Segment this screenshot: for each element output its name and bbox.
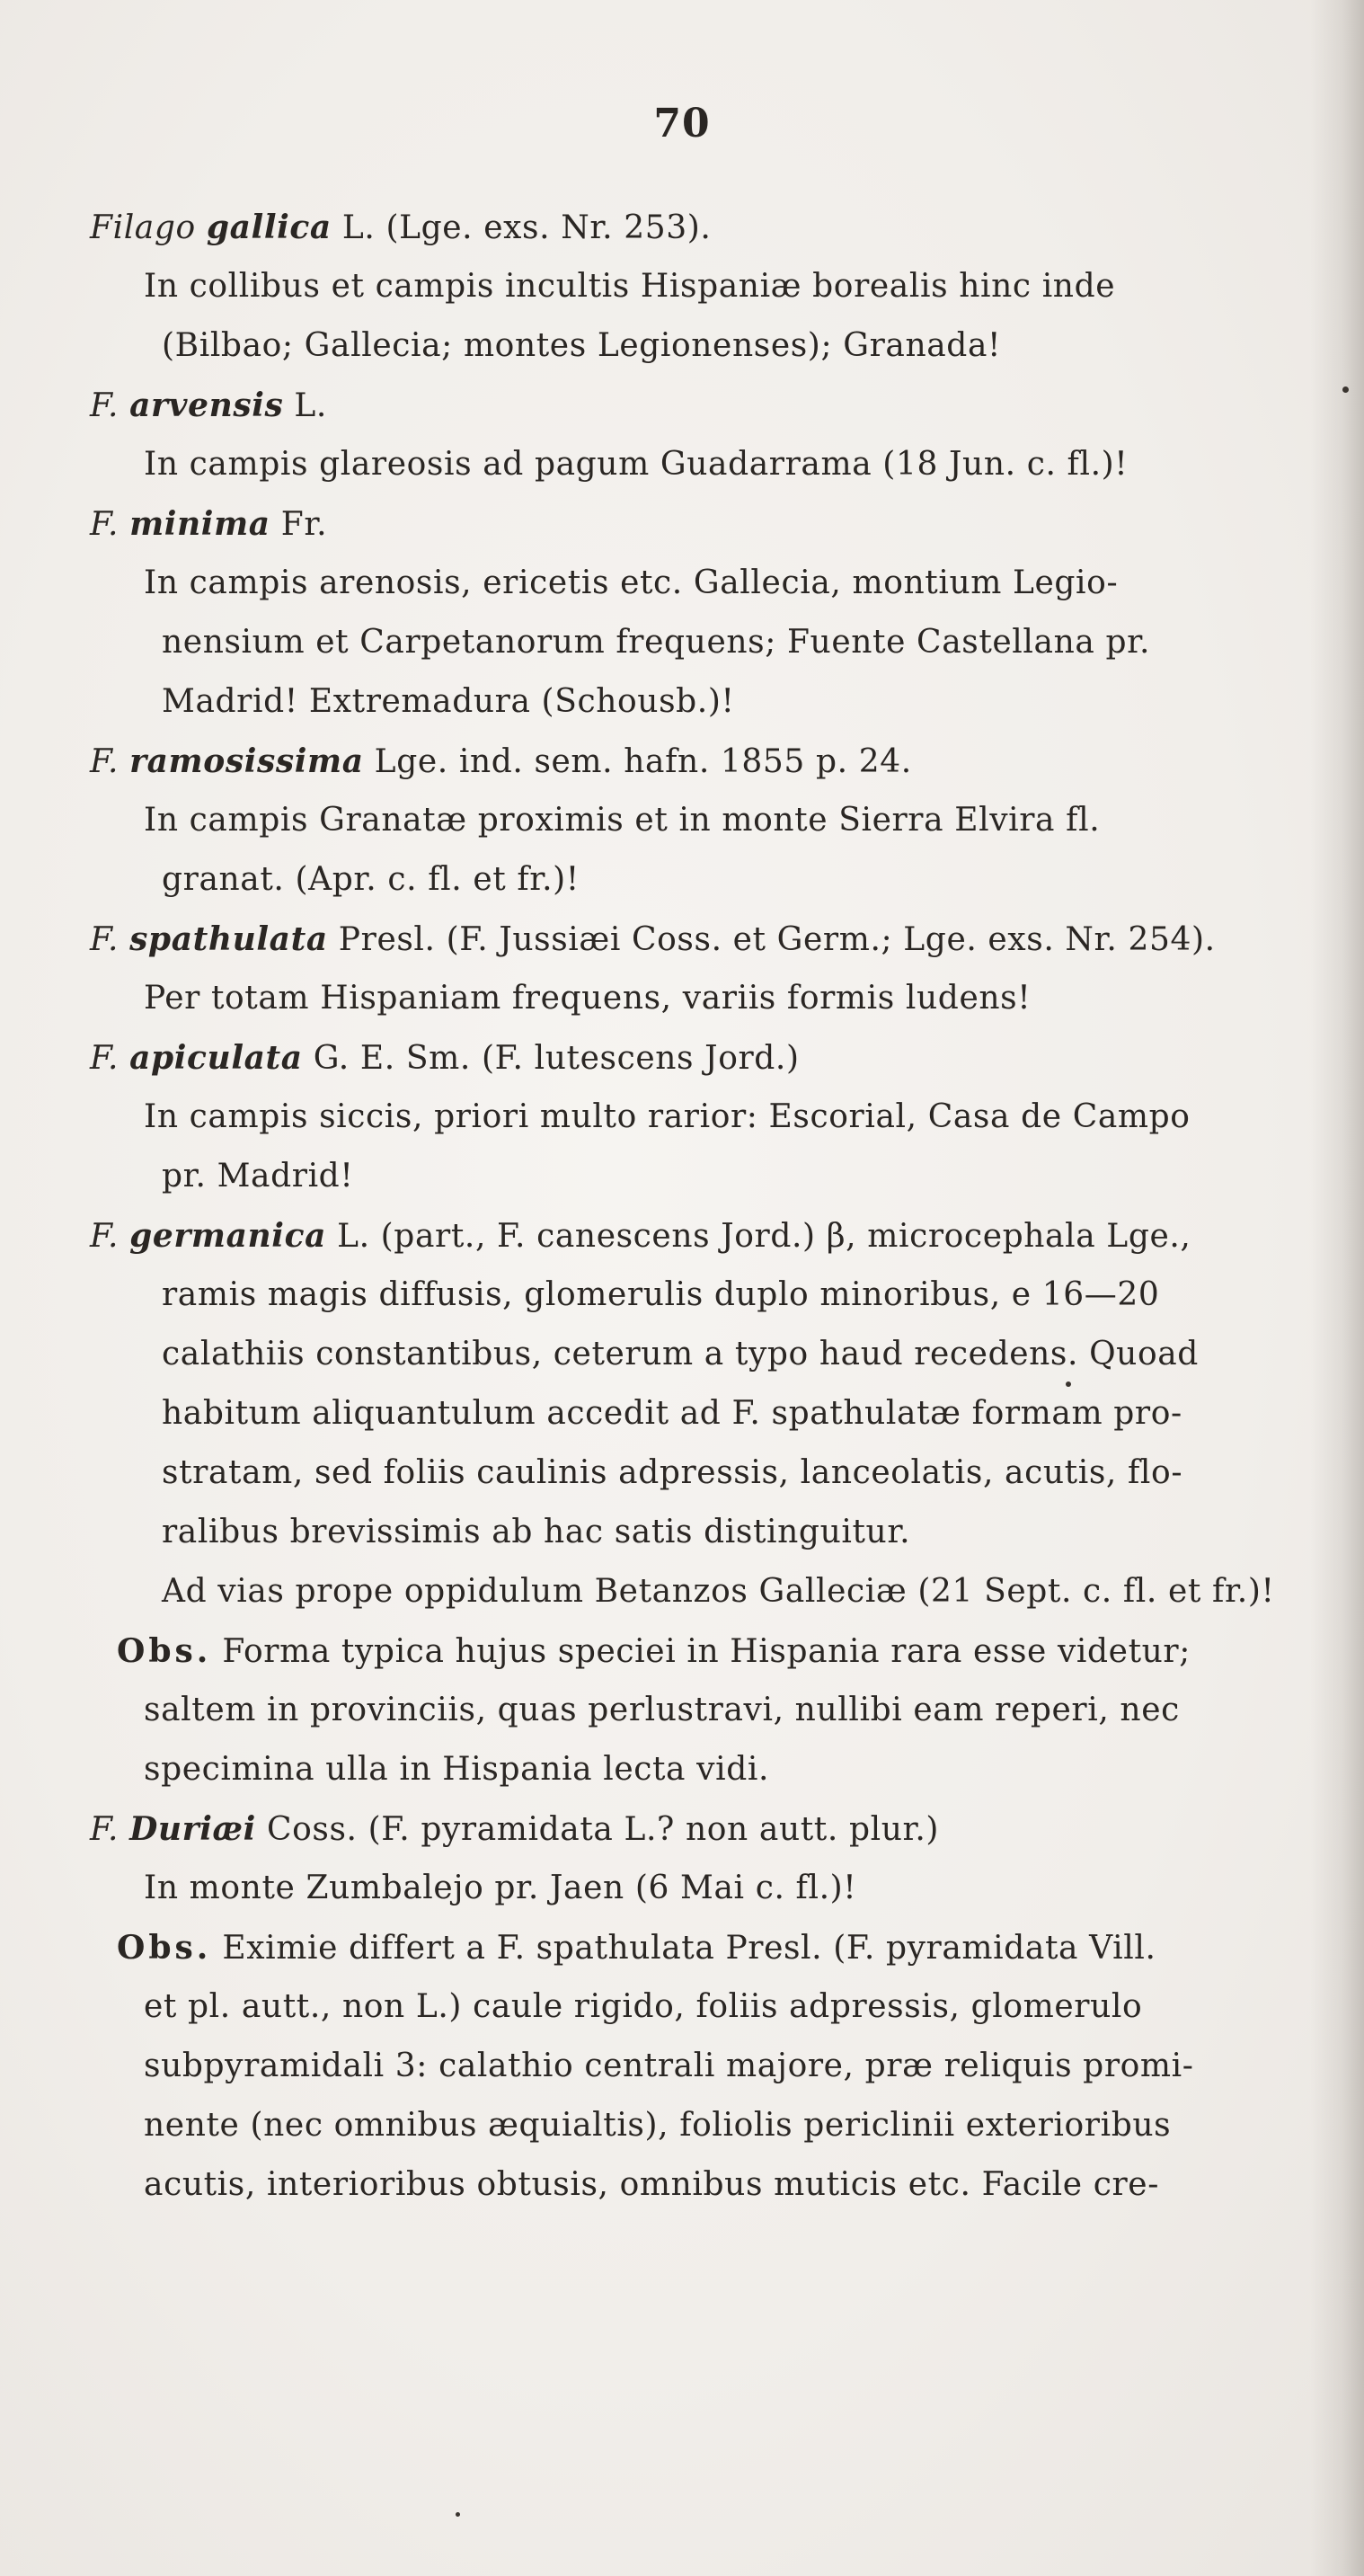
line-text: acutis, interioribus obtusis, omnibus muticis etc. Facile cre- [144,2166,1159,2203]
genus-name: F. [90,1811,120,1848]
line-text: In monte Zumbalejo pr. Jaen (6 Mai c. fl.)! [144,1870,857,1906]
obs-label: Obs. [117,1632,212,1670]
text-line [90,1266,1339,1325]
line-text: In campis Granatæ proximis et in monte Sierra Elvira fl. [144,802,1101,839]
line-text: In campis siccis, priori multo rarior: Escorial, Casa de Campo [144,1098,1191,1135]
authority-text: G. E. Sm. (F. lutescens Jord.) [302,1040,800,1077]
line-text: In collibus et campis incultis Hispaniæ borealis hinc inde [144,268,1116,305]
text-line [90,1443,1339,1503]
line-text: nensium et Carpetanorum frequens; Fuente Castellana pr. [162,624,1151,661]
species-epithet: gallica [206,209,332,246]
text-line [90,1325,1339,1384]
text-line [90,1088,1339,1147]
page-text-body [90,198,1339,2215]
line-text: saltem in provinciis, quas perlustravi, nullibi eam reperi, nec [144,1692,1180,1728]
observation-line [90,1740,1339,1799]
text-line [90,1384,1339,1443]
ink-speck [456,2512,460,2517]
species-epithet: apiculata [129,1039,303,1077]
species-heading-line [90,198,1339,257]
text-line [90,257,1339,316]
line-text: et pl. autt., non L.) caule rigido, foliis adpressis, glomerulo [144,1988,1143,2025]
species-epithet: minima [129,505,270,543]
species-epithet: ramosissima [129,742,364,780]
species-epithet: spathulata [129,920,328,958]
obs-text: Forma typica hujus speciei in Hispania rara esse videtur; [211,1633,1191,1670]
species-epithet: arvensis [129,386,284,424]
genus-name: F. [90,387,120,424]
text-line [90,850,1339,910]
ink-speck [1342,386,1349,393]
text-line [90,1562,1339,1621]
authority-text: Presl. (F. Jussiæi Coss. et Germ.; Lge. exs. Nr. 254). [327,921,1216,958]
observation-line [90,1681,1339,1740]
observation-line [90,2037,1339,2096]
text-line [90,1859,1339,1918]
line-text: Madrid! Extremadura (Schousb.)! [162,683,735,720]
line-text: habitum aliquantulum accedit ad F. spathulatæ formam pro- [162,1395,1182,1432]
genus-name: Filago [90,209,196,246]
genus-name: F. [90,921,120,958]
line-text: ramis magis diffusis, glomerulis duplo minoribus, e 16—20 [162,1276,1160,1313]
species-heading-line [90,1799,1339,1859]
text-line [90,554,1339,613]
species-heading-line [90,732,1339,791]
authority-text: Lge. ind. sem. hafn. 1855 p. 24. [363,743,912,780]
genus-name: F. [90,1040,120,1077]
text-line [90,969,1339,1028]
species-heading-line [90,1206,1339,1266]
observation-line [90,1977,1339,2037]
line-text: (Bilbao; Gallecia; montes Legionenses); Granada! [162,327,1002,364]
text-line [90,1147,1339,1206]
line-text: In campis glareosis ad pagum Guadarrama (18 Jun. c. fl.)! [144,446,1129,483]
text-line [90,613,1339,672]
genus-name: F. [90,506,120,543]
line-text: nente (nec omnibus æquialtis), foliolis periclinii exterioribus [144,2107,1172,2144]
line-text: ralibus brevissimis ab hac satis distinguitur. [162,1514,911,1550]
species-heading-line [90,494,1339,554]
text-line [90,672,1339,732]
line-text: pr. Madrid! [162,1158,354,1195]
ink-speck [1066,1381,1071,1387]
line-text: In campis arenosis, ericetis etc. Gallecia, montium Legio- [144,564,1119,601]
line-text: granat. (Apr. c. fl. et fr.)! [162,861,580,898]
text-line [90,791,1339,850]
species-heading-line [90,376,1339,435]
line-text: calathiis constantibus, ceterum a typo haud recedens. Quoad [162,1336,1199,1372]
observation-line [90,2096,1339,2155]
line-text: subpyramidali 3: calathio centrali majore, præ reliquis promi- [144,2047,1194,2084]
species-epithet: germanica [129,1217,327,1255]
authority-text: L. (part., F. canescens Jord.) β, microcephala Lge., [326,1218,1191,1255]
text-line [90,435,1339,494]
line-text: Per totam Hispaniam frequens, variis formis ludens! [144,980,1032,1017]
genus-name: F. [90,1218,120,1255]
page-number: 70 [653,101,711,147]
observation-line [90,2155,1339,2215]
species-heading-line [90,1028,1339,1088]
text-line [90,316,1339,376]
authority-text: L. [283,387,327,424]
species-heading-line [90,910,1339,969]
species-epithet: Duriæi [129,1810,256,1848]
observation-line [90,1918,1339,1977]
line-text: Ad vias prope oppidulum Betanzos Galleciæ (21 Sept. c. fl. et fr.)! [162,1573,1275,1610]
obs-label: Obs. [117,1929,212,1967]
authority-text: L. (Lge. exs. Nr. 253). [331,209,712,246]
line-text: stratam, sed foliis caulinis adpressis, lanceolatis, acutis, flo- [162,1454,1183,1491]
line-text: specimina ulla in Hispania lecta vidi. [144,1751,770,1788]
authority-text: Coss. (F. pyramidata L.? non autt. plur.) [255,1811,940,1848]
text-line [90,1503,1339,1562]
authority-text: Fr. [270,506,328,543]
obs-text: Eximie differt a F. spathulata Presl. (F. pyramidata Vill. [211,1930,1156,1967]
genus-name: F. [90,743,120,780]
observation-line [90,1621,1339,1681]
